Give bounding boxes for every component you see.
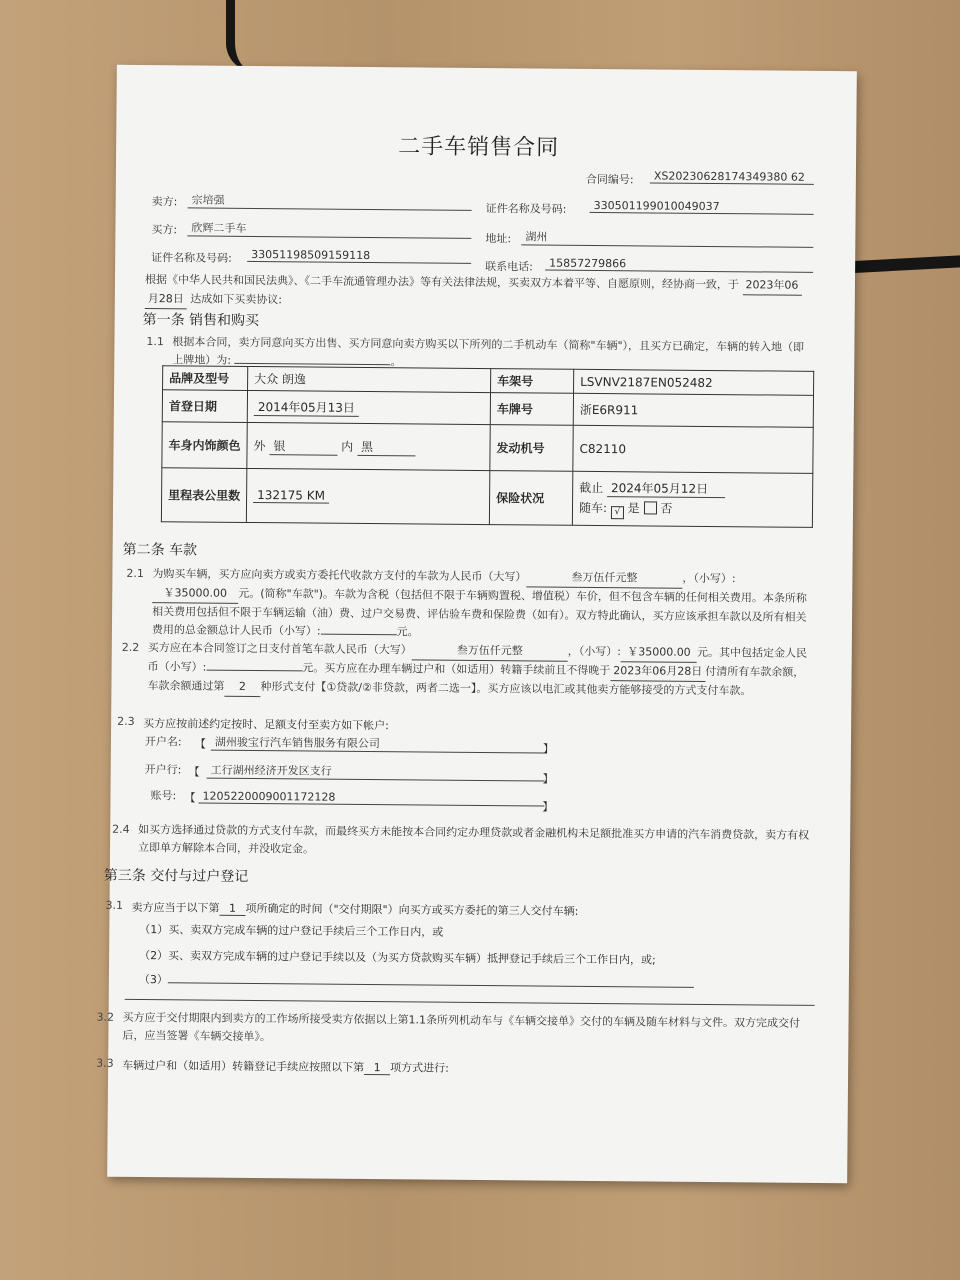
exterior-color[interactable]: 银: [269, 437, 337, 456]
account-number[interactable]: 1205220009001172128: [198, 790, 544, 807]
clause-1-1: 根据本合同，卖方同意向买方出售、买方同意向卖方购买以下所列的二手机动车（简称"车辆"），且买方已确定，车辆的转入地（即上牌地）为: 。: [172, 335, 805, 369]
section-3-title: 第三条 交付与过户登记: [103, 867, 249, 885]
phone-label: 联系电话:: [485, 260, 533, 274]
insurance-until[interactable]: 2024年05月12日: [607, 479, 725, 498]
delivery-option-1: （1）买、卖双方完成车辆的过户登记手续后三个工作日内，或: [139, 923, 444, 939]
mileage-value[interactable]: 132175 KM: [253, 488, 329, 504]
plate-value[interactable]: 浙E6R911: [573, 393, 813, 427]
seller-label: 卖方:: [151, 195, 178, 209]
address[interactable]: 湖州: [521, 228, 813, 248]
intro-date-day: 月28日: [145, 290, 187, 309]
clause-3-1: 卖方应当于以下第 1 项所确定的时间（"交付期限"）向买方或买方委托的第三人交付车辆:: [131, 900, 579, 918]
section-1-title: 第一条 销售和购买: [142, 312, 260, 330]
with-car-no-checkbox[interactable]: [644, 501, 657, 514]
clause-number: 2.2: [121, 640, 140, 655]
buyer-name[interactable]: 欣辉二手车: [187, 219, 471, 238]
transfer-option[interactable]: 1: [364, 1061, 390, 1075]
brand-value[interactable]: 大众 朗逸: [248, 366, 491, 392]
account-number-label: 账号:: [150, 789, 177, 803]
cable: [846, 255, 960, 274]
clause-number: 3.1: [105, 898, 124, 912]
clause-number: 2.4: [112, 822, 130, 836]
payment-deadline[interactable]: 2023年06月28日: [610, 662, 705, 682]
contract-no[interactable]: XS20230628174349380 62: [650, 169, 814, 184]
payment-method[interactable]: 2: [224, 678, 260, 697]
clause-number: 2.1: [126, 566, 144, 581]
color-label: 车身内饰颜色: [162, 422, 247, 469]
total-amount-blank[interactable]: [321, 634, 397, 636]
price-amount[interactable]: ￥35000.00: [152, 584, 238, 604]
clause-2-3: 买方应按前述约定按时、足额支付至卖方如下帐户:: [143, 717, 389, 733]
phone[interactable]: 15857279866: [545, 257, 813, 273]
vin-value[interactable]: LSVNV2187EN052482: [574, 369, 814, 395]
clause-2-4: 如买方选择通过贷款的方式支付车款，而最终买方未能按本合同约定办理贷款或者金融机构未足额批准买方申请的汽车消费贷款，卖方有权立即单方解除本合同，并没收定金。: [137, 823, 810, 856]
vin-label: 车架号: [491, 369, 574, 394]
clause-2-1: 为购买车辆，买方应向卖方或卖方委托代收款方支付的车款为人民币（大写） 叁万伍仟元整 ，（小写）:￥35000.00 元。(简称"车款")。车款为含税（包括但不限于车辆购置税、增值税）车价，但不包含车辆的任何相关费用。本条所称相关费用包括但不限于车辆运输（油）费、过户交易费、评估验车费和保险费（如有）。双方特此确认，买方应该承担车款以及所有相关费用的总金额总计人民币（小写）: 元。: [151, 567, 807, 639]
clause-3-2: 买方应于交付期限内到卖方的工作场所接受卖方依据以上第1.1条所列机动车与《车辆交接单》交付的车辆及随车材料与文件。双方完成交付后，应当签署《车辆交接单》。: [122, 1010, 801, 1044]
seller-id[interactable]: 330501199010049037: [590, 199, 814, 215]
bank-name[interactable]: 工行湖州经济开发区支行: [207, 762, 545, 782]
color-cell: 外 银 内 黑: [247, 422, 490, 470]
brand-label: 品牌及型号: [163, 366, 248, 391]
clause-number: 3.3: [96, 1056, 114, 1070]
reg-date-value[interactable]: 2014年05月13日: [254, 398, 359, 417]
mileage-cell: [246, 468, 489, 524]
clause-number: 3.2: [96, 1010, 115, 1024]
first-payment-uppercase[interactable]: 叁万伍仟元整: [412, 641, 568, 661]
cable: [226, 0, 255, 72]
bank-label: 开户行:: [144, 763, 182, 777]
delivery-option-3: （3）: [139, 971, 694, 992]
intro-paragraph: 根据《中华人民共和国民法典》、《二手车流通管理办法》等有关法律法规，买卖双方本着平等、自愿原则，经协商一致，于 2023年06 月28日 达成如下买卖协议:: [145, 271, 825, 315]
price-uppercase[interactable]: 叁万伍仟元整: [526, 568, 682, 588]
vehicle-info-table: [161, 365, 814, 528]
delivery-blank-line[interactable]: [125, 999, 815, 1006]
seller-id-label: 证件名称及号码:: [485, 202, 567, 216]
engine-label: 发动机号: [490, 425, 573, 472]
contract-no-label: 合同编号:: [585, 172, 634, 187]
document-title: 二手车销售合同: [398, 134, 560, 161]
seller-name[interactable]: 宗培强: [188, 191, 472, 210]
buyer-id-label: 证件名称及号码:: [151, 251, 232, 265]
account-name[interactable]: 湖州骏宝行汽车销售服务有限公司: [211, 734, 545, 754]
first-payment-amount[interactable]: ￥35000.00: [621, 643, 697, 663]
account-name-label: 开户名:: [144, 735, 182, 749]
delivery-option[interactable]: 1: [219, 902, 245, 916]
address-label: 地址:: [485, 232, 512, 246]
intro-date-year-month: 2023年06: [742, 276, 801, 296]
contract-paper: 二手车销售合同 合同编号: XS20230628174349380 62 卖方: 宗培强 证件名称及号码: 330501199010049037 买方: 欣辉二手车 地址: 湖州 证件名称及号码: 33051198509159118 联系电话: 15857279866 根据《中华人民共和国民法典》、《二手车流通管理办法》等有关法律法规，买卖双方本着平等、自愿原则，经协商一致，于 2023年06 月28日 达成如下买卖协议: 第一条 销售和购买 1.1 根据本合同，卖方同意向买方出售、买方同意向卖方购买以下所列的二手机动车（简称"车辆"），且买方已确定，车辆的转入地（即上牌地）为: 。 品牌及型号 大众 朗逸 车架号 LSVNV2187EN052482 首登日期 2014年05月13日 车牌号 浙E6R911 车身内饰颜色 外 银 内 黑 发动机号 C82110 里程表公里数 132175 KM 保险状况 截止 2024年05月12日 随车: √ 是 否 第二条 车款 2.1 为购买车辆，买方应向卖方或卖方委托代收款方支付的车款为人民币（大写） 叁万伍仟元整 ，（小写）:￥35000.00 元。(简称"车款")。车款为含税（包括但不限于车辆购置税、增值税）车价，但不包含车辆的任何相关费用。本条所称相关费用包括但不限于车辆运输（油）费、过户交易费、评估验车费和保险费（如有）。双方特此确认，买方应该承担车款以及所有相关费用的总金额总计人民币（小写）: 元。 2.2 买方应在本合同签订之日支付首笔车款人民币（大写） 叁万伍仟元整 ，（小写）: ￥35000.00 元。其中包括定金人民币（小写）: 元。买方应在办理车辆过户和（如适用）转籍手续前且不得晚于 2023年06月28日 付清所有车款余额，车款余额通过第 2 种形式支付【①贷款/②非贷款，两者二选一】。买方应该以电汇或其他卖方能够接受的方式支付车款。 2.3 买方应按前述约定按时、足额支付至卖方如下帐户: 开户名: 【 湖州骏宝行汽车销售服务有限公司 】 开户行: 【 工行湖州经济开发区支行 】 账号: 【 1205220009001172128 】 2.4 如买方选择通过贷款的方式支付车款，而最终买方未能按本合同约定办理贷款或者金融机构未足额批准买方申请的汽车消费贷款，卖方有权立即单方解除本合同，并没收定金。 第三条 交付与过户登记 3.1 卖方应当于以下第 1 项所确定的时间（"交付期限"）向买方或买方委托的第三人交付车辆: （1）买、卖双方完成车辆的过户登记手续后三个工作日内，或 （2）买、卖双方完成车辆的过户登记手续以及（为买方贷款购买车辆）抵押登记手续后三个工作日内，或; （3） 3.2 买方应于交付期限内到卖方的工作场所接受卖方依据以上第1.1条所列机动车与《车辆交接单》交付的车辆及随车材料与文件。双方完成交付后，应当签署《车辆交接单》。 3.3 车辆过户和（如适用）转籍登记手续应按照以下第 1 项方式进行:: [107, 65, 857, 1183]
plate-label: 车牌号: [490, 393, 573, 426]
reg-date-label: 首登日期: [162, 390, 247, 423]
buyer-label: 买方:: [151, 223, 178, 237]
delivery-option-3-blank[interactable]: [168, 982, 694, 988]
section-2-title: 第二条 车款: [122, 541, 198, 559]
clause-3-3: 车辆过户和（如适用）转籍登记手续应按照以下第 1 项方式进行:: [122, 1058, 449, 1075]
buyer-id[interactable]: 33051198509159118: [247, 248, 471, 264]
mileage-label: 里程表公里数: [161, 468, 246, 523]
clause-number: 1.1: [146, 335, 165, 349]
delivery-option-2: （2）买、卖双方完成车辆的过户登记手续以及（为买方贷款购买车辆）抵押登记手续后三个工作日内，或;: [139, 949, 656, 967]
engine-value[interactable]: C82110: [573, 425, 813, 473]
with-car-yes-checkbox[interactable]: √: [611, 506, 624, 519]
reg-date-cell: [247, 390, 490, 424]
insurance-label: 保险状况: [489, 471, 572, 526]
clause-number: 2.3: [117, 714, 135, 728]
deposit-blank[interactable]: [206, 670, 302, 672]
registration-place-blank[interactable]: [234, 363, 390, 365]
clause-2-2: 买方应在本合同签订之日支付首笔车款人民币（大写） 叁万伍仟元整 ，（小写）: ￥35000.00 元。其中包括定金人民币（小写）: 元。买方应在办理车辆过户和（如适用）转籍手续前且不得晚于 2023年06月28日 付清所有车款余额，车款余额通过第 2 种形式支付【①贷款/②非贷款，两者二选一】。买方应该以电汇或其他卖方能够接受的方式支付车款。: [147, 641, 808, 698]
insurance-cell: 截止 2024年05月12日 随车: √ 是 否: [572, 471, 812, 527]
interior-color[interactable]: 黑: [357, 437, 415, 456]
